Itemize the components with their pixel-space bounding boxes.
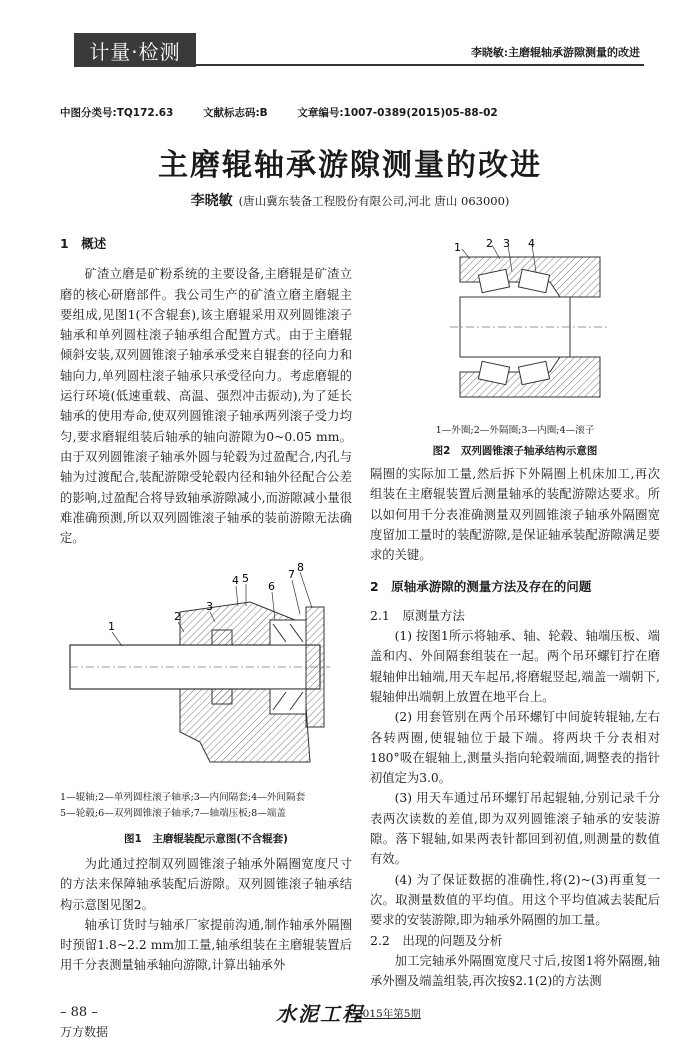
fig1-callout-3: 3 <box>206 600 213 613</box>
author-name: 李晓敏 <box>190 193 233 209</box>
figure1-legend <box>60 790 352 822</box>
figure1-legend-line2: 5—轮毂;6—双列圆锥滚子轴承;7—轴端压板;8—端盖 <box>60 808 286 819</box>
step-4: (4) 为了保证数据的准确性,将(2)~(3)再重复一次。取测量数值的平均值。用这个平均值减去装配后要求的安装游隙,即为轴承外隔圈的加工量。 <box>370 872 660 928</box>
right-last-paragraph: 加工完轴承外隔圈宽度尺寸后,按图1将外隔圈,轴承外圈及端盖组装,再次按§2.1(2)的方法测 <box>370 953 660 989</box>
fig1-callout-8: 8 <box>297 562 304 574</box>
journal-issue: 2015年第5期 <box>356 1008 421 1020</box>
step-2: (2) 用套管别在两个吊环螺钉中间旋转辊轴,左右各转两圈,使辊轴位于最下端。将两块千分表相对180°吸在辊轴上,测量头指向轮毂端面,调整表的指针初值定为3.0。 <box>370 710 660 786</box>
figure2-caption: 图2 双列圆锥滚子轴承结构示意图 <box>432 445 598 457</box>
meta-line <box>60 105 522 120</box>
fig2-callout-1: 1 <box>454 241 461 254</box>
paper-title: 主磨辊轴承游隙测量的改进 <box>158 148 542 183</box>
journal-brand: 水泥工程 <box>276 1002 364 1026</box>
section1-heading: 1 概述 <box>60 236 107 251</box>
author-affiliation: (唐山冀东装备工程股份有限公司,河北 唐山 063000) <box>238 194 510 208</box>
header-rule <box>196 64 644 66</box>
section1-paragraph: 矿渣立磨是矿粉系统的主要设备,主磨辊是矿渣立磨的核心研磨部件。我公司生产的矿渣立磨主磨辊主要组成,见图1(不含辊套),该主磨辊采用双列圆锥滚子轴承和单列圆柱滚子轴承组合配置方式。由于主磨辊倾斜安装,双列圆锥滚子轴承承受来自辊套的径向力和轴向力,单列圆柱滚子轴承只承受径向力。考虑磨辊的运行环境(低速重载、高温、强烈冲击振动),为了延长轴承的使用寿命,使双列圆锥滚子轴承两列滚子受力均匀,要求磨辊组装后轴承的轴向游隙为0~0.05 mm。由于双列圆锥滚子轴承外圆与轮毂为过盈配合,内孔与轴为过渡配合,装配游隙受轮毂内径和轴外径配合公差的影响,过盈配合将导致轴承游隙减小,而游隙减小量很难准确预测,所以双列圆锥滚子轴承的装前游隙无法确定。 <box>60 267 352 546</box>
figure2-legend: 1—外圈;2—外隔圈;3—内圈;4—滚子 <box>435 425 595 436</box>
fig1-callout-1: 1 <box>108 620 115 633</box>
figure1-assembly-drawing <box>60 562 352 784</box>
after-fig1-paragraph-1: 为此通过控制双列圆锥滚子轴承外隔圈宽度尺寸的方法来保障轴承装配后游隙。双列圆锥滚子轴承结构示意图见图2。 <box>60 857 352 912</box>
running-head: 李晓敏:主磨辊轴承游隙测量的改进 <box>470 46 640 59</box>
fig1-callout-5: 5 <box>242 572 249 585</box>
fig2-callout-4: 4 <box>528 237 535 250</box>
fig1-callout-6: 6 <box>268 580 275 593</box>
page-number: – 88 – <box>60 1005 98 1020</box>
step-3: (3) 用天车通过吊环螺钉吊起辊轴,分别记录千分表两次读数的差值,即为双列圆锥滚子轴承的安装游隙。落下辊轴,如果两表针都回到初值,则测量的数值有效。 <box>370 791 660 867</box>
article-number: 文章编号:1007-0389(2015)05-88-02 <box>297 107 498 119</box>
right-continuation: 隔圈的实际加工量,然后拆下外隔圈上机床加工,再次组装在主磨辊装置后测量轴承的装配游隙达要求。所以如何用千分表准确测量双列圆锥滚子轴承外隔圈宽度留加工量时的装配游隙,是保证轴承装配游隙满足要求的关键。 <box>370 467 660 563</box>
subsection-2-2: 2.2 出现的问题及分析 <box>370 932 503 948</box>
figure2-bearing-drawing <box>440 237 620 417</box>
left-column-bottom <box>60 854 352 976</box>
author-line <box>0 190 700 210</box>
fig2-callout-2: 2 <box>486 237 493 250</box>
left-column-top <box>60 234 352 548</box>
step-1: (1) 按图1所示将轴承、轴、轮毂、轴端压板、端盖和内、外间隔套组装在一起。两个吊环螺钉拧在磨辊轴伸出轴端,用天车起吊,将磨辊竖起,端盖一端朝下,辊轴伸出端朝上放置在地平台上。 <box>370 629 660 704</box>
fig1-callout-2: 2 <box>174 610 181 623</box>
classification-number: 中图分类号:TQ172.63 <box>60 107 174 119</box>
document-code: 文献标志码:B <box>202 107 268 119</box>
section2-heading: 2 原轴承游隙的测量方法及存在的问题 <box>370 579 592 595</box>
section-tag: 计量·检测 <box>74 33 196 67</box>
figure1-caption: 图1 主磨辊装配示意图(不含辊套) <box>124 833 288 845</box>
subsection-2-1: 2.1 原测量方法 <box>370 607 465 623</box>
fig1-callout-4: 4 <box>232 574 239 587</box>
figure1-legend-line1: 1—辊轴;2—单列圆柱滚子轴承;3—内间隔套;4—外间隔套 <box>60 792 306 803</box>
after-fig1-paragraph-2: 轴承订货时与轴承厂家提前沟通,制作轴承外隔圈时预留1.8~2.2 mm加工量,轴承组装在主磨辊装置后用千分表测量轴承轴向游隙,计算出轴承外 <box>60 917 352 973</box>
right-column <box>370 464 660 991</box>
fig1-callout-7: 7 <box>288 568 295 581</box>
watermark: 万方数据 <box>60 1025 109 1039</box>
fig2-callout-3: 3 <box>503 237 510 250</box>
